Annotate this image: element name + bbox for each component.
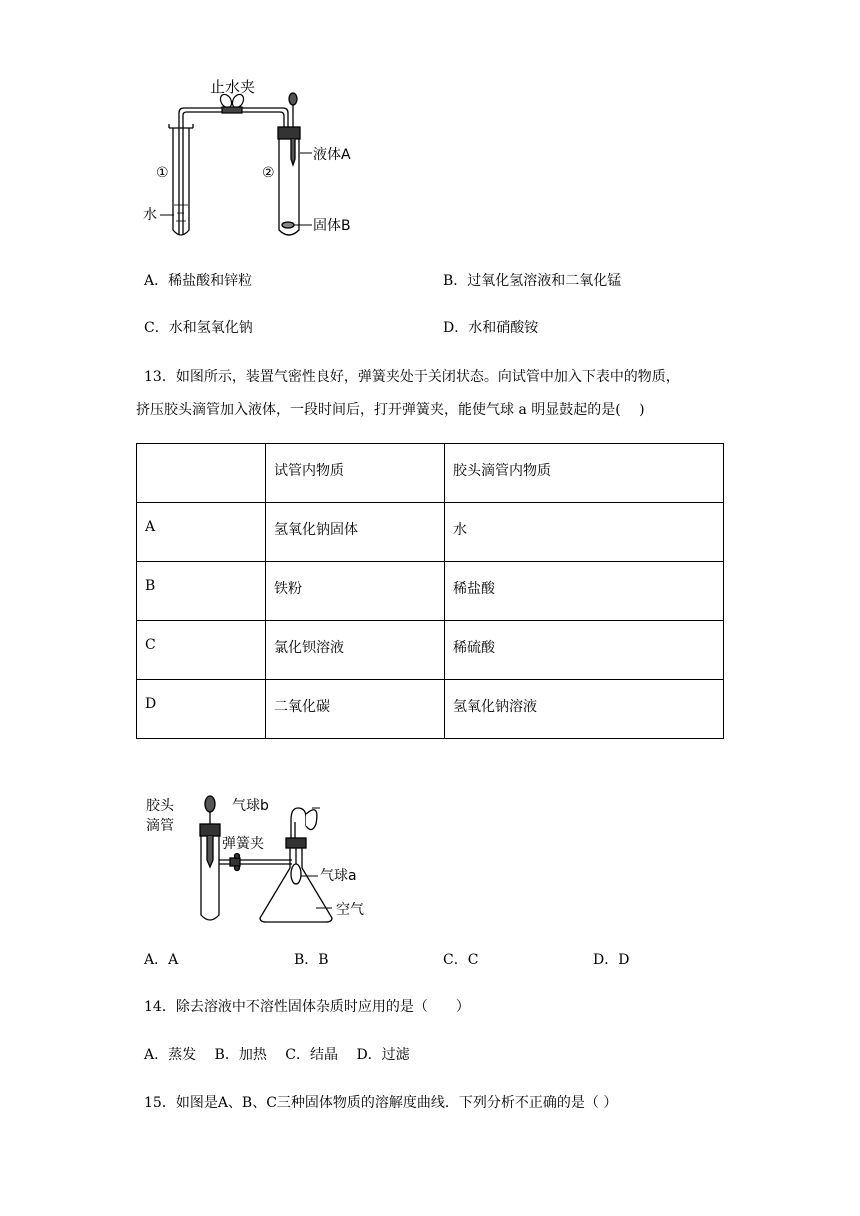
table-cell: 水	[445, 503, 724, 562]
table-cell: 稀硫酸	[445, 621, 724, 680]
table-header-row	[137, 444, 724, 503]
q13-stem-line1: 13．如图所示，装置气密性良好，弹簧夹处于关闭状态。向试管中加入下表中的物质，	[144, 369, 680, 385]
dropper-label-line1: 胶头	[146, 798, 174, 814]
table-header-cell	[137, 444, 266, 503]
water-label: 水	[143, 207, 157, 223]
tube-2-number: ②	[262, 165, 275, 181]
solid-b-label: 固体B	[313, 218, 351, 234]
test-tube-2	[278, 93, 300, 235]
table-cell: D	[137, 680, 266, 739]
q13-stem-line2: 挤压胶头滴管加入液体，一段时间后，打开弹簧夹，能使气球 a 明显鼓起的是( )	[136, 402, 645, 418]
table-cell: A	[137, 503, 266, 562]
dropper-label-line2: 滴管	[146, 818, 174, 834]
q12-option-d: D．水和硝酸铵	[443, 320, 539, 336]
table-cell: C	[137, 621, 266, 680]
q13-option-a: A．A	[144, 952, 179, 968]
table-row	[137, 503, 724, 562]
q13-option-c: C．C	[443, 952, 479, 968]
table-cell: 氯化钡溶液	[266, 621, 445, 680]
test-tube-1	[169, 124, 193, 235]
table-cell: 铁粉	[266, 562, 445, 621]
q15-stem: 15．如图是A、B、C三种固体物质的溶解度曲线．下列分析不正确的是（ ）	[144, 1095, 618, 1111]
q12-option-a: A．稀盐酸和锌粒	[144, 273, 253, 289]
table-row	[137, 562, 724, 621]
clamp-label: 止水夹	[210, 78, 256, 96]
balloon-b-label: 气球b	[232, 798, 269, 814]
connecting-tube-with-clip	[219, 854, 292, 871]
conical-flask	[260, 808, 332, 922]
q13-option-b: B．B	[294, 952, 329, 968]
table-cell: 二氧化碳	[266, 680, 445, 739]
table-row	[137, 680, 724, 739]
air-label: 空气	[336, 902, 364, 918]
dropper-test-tube	[200, 796, 220, 920]
table-cell: B	[137, 562, 266, 621]
liquid-a-label: 液体A	[313, 147, 351, 163]
q12-option-b: B．过氧化氢溶液和二氧化锰	[443, 273, 622, 289]
spring-clip-label: 弹簧夹	[222, 836, 264, 852]
tube-1-number: ①	[156, 165, 169, 181]
table-cell: 稀盐酸	[445, 562, 724, 621]
q14-options: A．蒸发 B．加热 C．结晶 D．过滤	[144, 1047, 410, 1063]
balloon-a-label: 气球a	[320, 868, 357, 884]
table-cell: 氢氧化钠溶液	[445, 680, 724, 739]
table-header-cell: 试管内物质	[266, 444, 445, 503]
q13-table	[136, 443, 724, 739]
q12-option-c: C．水和氢氧化钠	[144, 320, 253, 336]
table-cell: 氢氧化钠固体	[266, 503, 445, 562]
q13-option-d: D．D	[593, 952, 630, 968]
table-row	[137, 621, 724, 680]
q13-apparatus-figure	[140, 790, 380, 930]
q14-stem: 14．除去溶液中不溶性固体杂质时应用的是（ ）	[144, 999, 470, 1015]
table-header-cell: 胶头滴管内物质	[445, 444, 724, 503]
q12-apparatus-figure	[140, 75, 380, 245]
